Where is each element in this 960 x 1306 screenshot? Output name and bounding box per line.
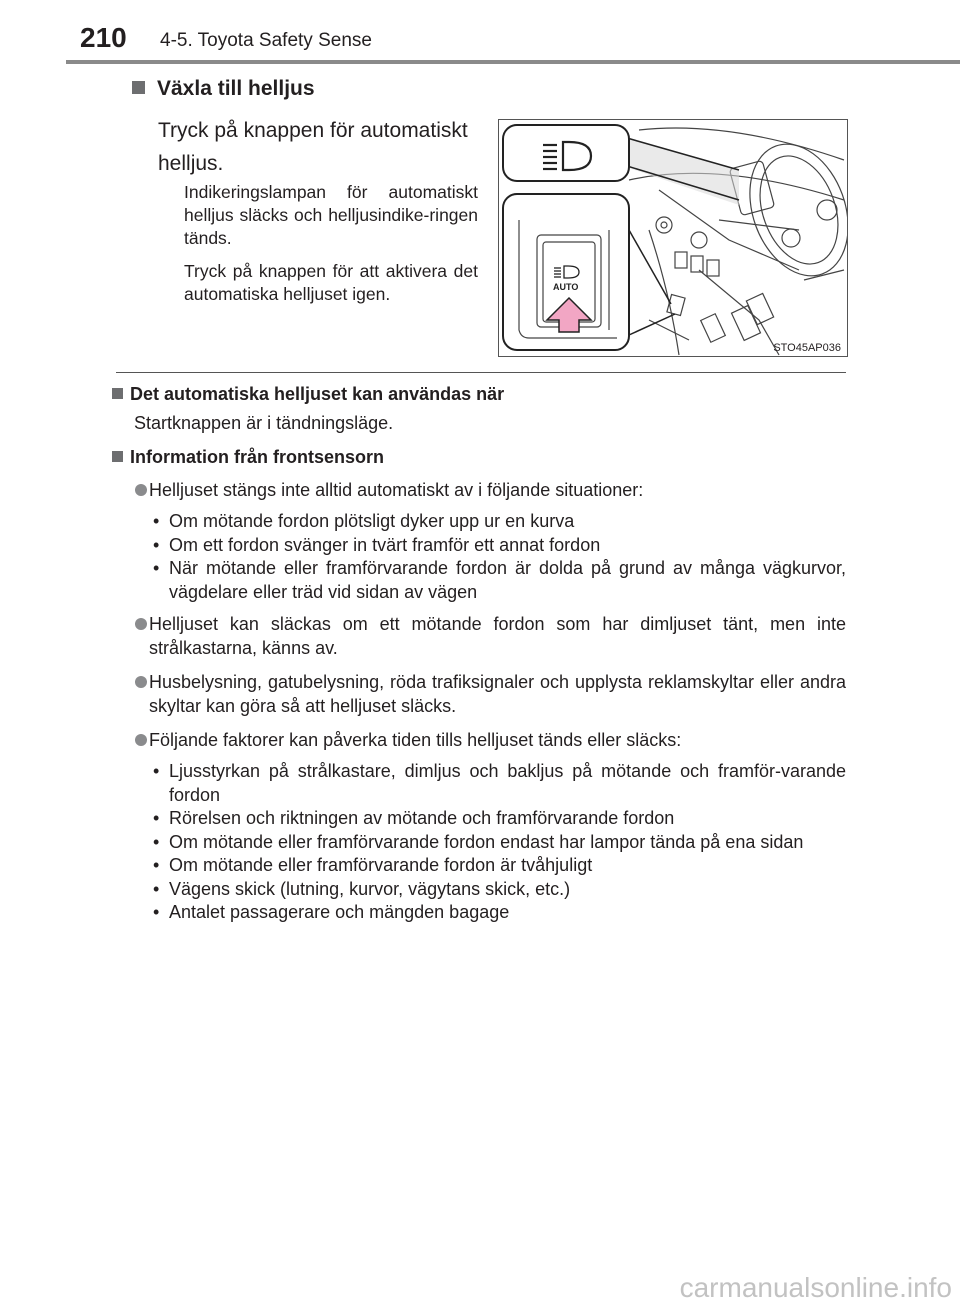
page-number: 210 [80, 22, 127, 53]
sub-list [112, 510, 846, 604]
header-rule [66, 60, 960, 64]
sub-list [112, 760, 846, 925]
sub-list-item: • Ljusstyrkan på strålkastare, dimljus och bakljus på mötande och framför-varande fordon [153, 761, 846, 805]
section-heading [132, 77, 315, 101]
bullet-item [112, 670, 846, 718]
square-marker-icon [112, 451, 123, 462]
bullet-dot-icon [135, 734, 147, 746]
step-instruction: Tryck på knappen för automatiskt helljus. [158, 119, 468, 175]
watermark: carmanualsonline.info [679, 1272, 952, 1303]
bullet-text: Följande faktorer kan påverka tiden tills helljuset tänds eller släcks: [149, 730, 682, 750]
auto-button-label: AUTO [553, 282, 579, 292]
step-note: Tryck på knappen för att aktivera det automatiska helljuset igen. [184, 261, 478, 304]
sub-list-item: • Vägens skick (lutning, kurvor, vägytans skick, etc.) [153, 878, 571, 899]
square-marker-icon [112, 388, 123, 399]
sub-list-item: • Antalet passagerare och mängden bagage [153, 902, 510, 922]
step-note: Indikeringslampan för automatiskt helljus släcks och helljusindike-ringen tänds. [184, 182, 478, 248]
section-heading-text: Växla till helljus [157, 77, 315, 100]
bullet-dot-icon [135, 618, 147, 630]
sub-list-item: • Om mötande eller framförvarande fordon är tvåhjuligt [153, 855, 593, 875]
section-title: 4-5. Toyota Safety Sense [160, 30, 372, 51]
note-body: Startknappen är i tändningsläge. [134, 413, 394, 433]
dashboard-illustration [498, 119, 848, 357]
bullet-dot-icon [135, 676, 147, 688]
dashboard-drawing [499, 120, 847, 356]
bullet-text: Helljuset stängs inte alltid automatiskt av i följande situationer: [149, 480, 644, 500]
bullet-text: Husbelysning, gatubelysning, röda trafiksignaler och upplysta reklamskyltar eller andra skyltar kan göra så att helljuset släcks. [149, 672, 846, 716]
bullet-item [112, 478, 846, 502]
bullet-item [112, 612, 846, 660]
sub-list-item: • Om ett fordon svänger in tvärt framför ett annat fordon [153, 534, 601, 555]
note-heading [112, 381, 846, 407]
info-notes [112, 381, 846, 925]
section-divider [116, 372, 846, 373]
bullet-text: Helljuset kan släckas om ett mötande fordon som har dimljuset tänt, men inte strålkastarna, känns av. [149, 614, 846, 658]
note-heading-text: Information från frontsensorn [130, 447, 385, 467]
bullet-item [112, 728, 846, 752]
bullet-dot-icon [135, 484, 147, 496]
sub-list-item: • Om mötande eller framförvarande fordon endast har lampor tända på ena sidan [153, 831, 804, 852]
figure-id: STO45AP036 [773, 342, 841, 354]
sub-list-item: • Om mötande fordon plötsligt dyker upp ur en kurva [153, 511, 575, 531]
note-heading [112, 444, 846, 470]
sub-list-item: • När mötande eller framförvarande fordon är dolda på grund av många vägkurvor, vägdelare eller träd vid sidan av vägen [153, 558, 846, 602]
sub-list-item: • Rörelsen och riktningen av mötande och framförvarande fordon [153, 808, 675, 828]
note-heading-text: Det automatiska helljuset kan användas när [130, 384, 505, 404]
square-marker-icon [132, 81, 145, 94]
